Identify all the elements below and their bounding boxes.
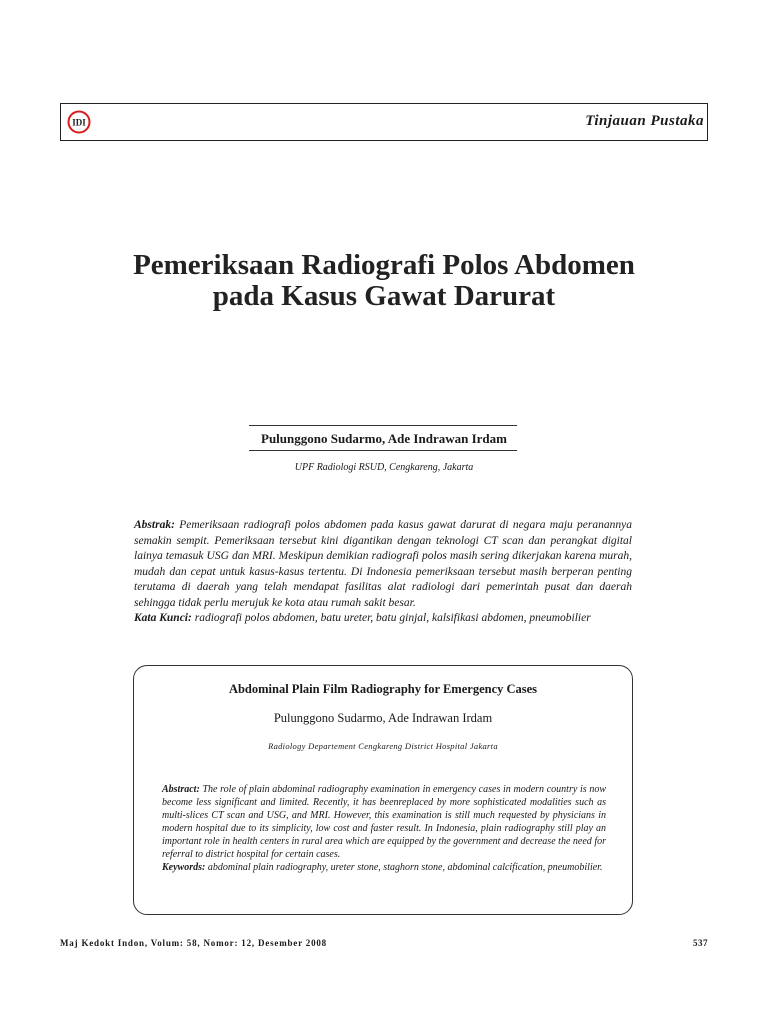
english-keywords-label: Keywords: bbox=[162, 862, 206, 873]
english-abstract bbox=[162, 783, 606, 874]
author-rule-top bbox=[249, 425, 517, 426]
keywords-label: Kata Kunci: bbox=[134, 612, 192, 624]
english-abstract-label: Abstract: bbox=[162, 784, 200, 795]
author-rule-bottom bbox=[249, 450, 517, 451]
english-keywords bbox=[162, 861, 606, 874]
idi-logo bbox=[67, 110, 91, 134]
abstract-id bbox=[134, 518, 632, 627]
abstract-text: Pemeriksaan radiografi polos abdomen pada kasus gawat darurat di negara maju peranannya semakin sempit. Pemeriksaan tersebut kini digantikan dengan teknologi CT scan dan perangkat digital lainya temasuk USG dan MRI. Meskipun demikian radiografi polos masih sering dikerjakan karena murah, mudah dan cepat untuk kasus-kasus tertentu. Di Indonesia pemeriksaan tersebut masih berperan penting terutama di daerah yang telah mendapat fasilitas alat radiologi dari pemerintah pusat dan daerah sehingga tidak perlu merujuk ke kota atau rumah sakit besar. bbox=[134, 519, 632, 609]
english-title: Abdominal Plain Film Radiography for Emergency Cases bbox=[228, 682, 538, 696]
english-authors: Pulunggono Sudarmo, Ade Indrawan Irdam bbox=[273, 711, 493, 725]
title-line-1: Pemeriksaan Radiografi Polos Abdomen bbox=[133, 249, 635, 281]
page-number: 537 bbox=[693, 938, 708, 948]
footer-citation: Maj Kedokt Indon, Volum: 58, Nomor: 12, Desember 2008 bbox=[60, 938, 327, 948]
keywords-id bbox=[134, 611, 632, 627]
english-affiliation: Radiology Departement Cengkareng District Hospital Jakarta bbox=[268, 741, 498, 751]
article-affiliation: UPF Radiologi RSUD, Cengkareng, Jakarta bbox=[294, 462, 474, 473]
keywords-text: radiografi polos abdomen, batu ureter, batu ginjal, kalsifikasi abdomen, pneumobilier bbox=[191, 612, 591, 624]
title-line-2: pada Kasus Gawat Darurat bbox=[212, 280, 556, 312]
english-abstract-text: The role of plain abdominal radiography examination in emergency cases in modern country is now become less significant and limited. Recently, it has beenreplaced by more sophisticated modalities such as multi-slices CT scan and USG, and MRI. However, this examination is still much requested by physicians in modern hospital due to its simplicity, low cost and faster result. In Indonesia, plain radiography still play an important role in health centers in rural area which are equipped by the government and decrease the need for referral to district hospital for certain cases. bbox=[162, 784, 606, 860]
article-authors: Pulunggono Sudarmo, Ade Indrawan Irdam bbox=[261, 431, 507, 446]
english-keywords-text: abdominal plain radiography, ureter stone, staghorn stone, abdominal calcification, pneumobilier. bbox=[205, 862, 603, 873]
article-title bbox=[60, 250, 708, 312]
section-label: Tinjauan Pustaka bbox=[585, 113, 704, 129]
abstract-label: Abstrak: bbox=[134, 519, 175, 531]
logo-text: IDI bbox=[72, 117, 86, 128]
